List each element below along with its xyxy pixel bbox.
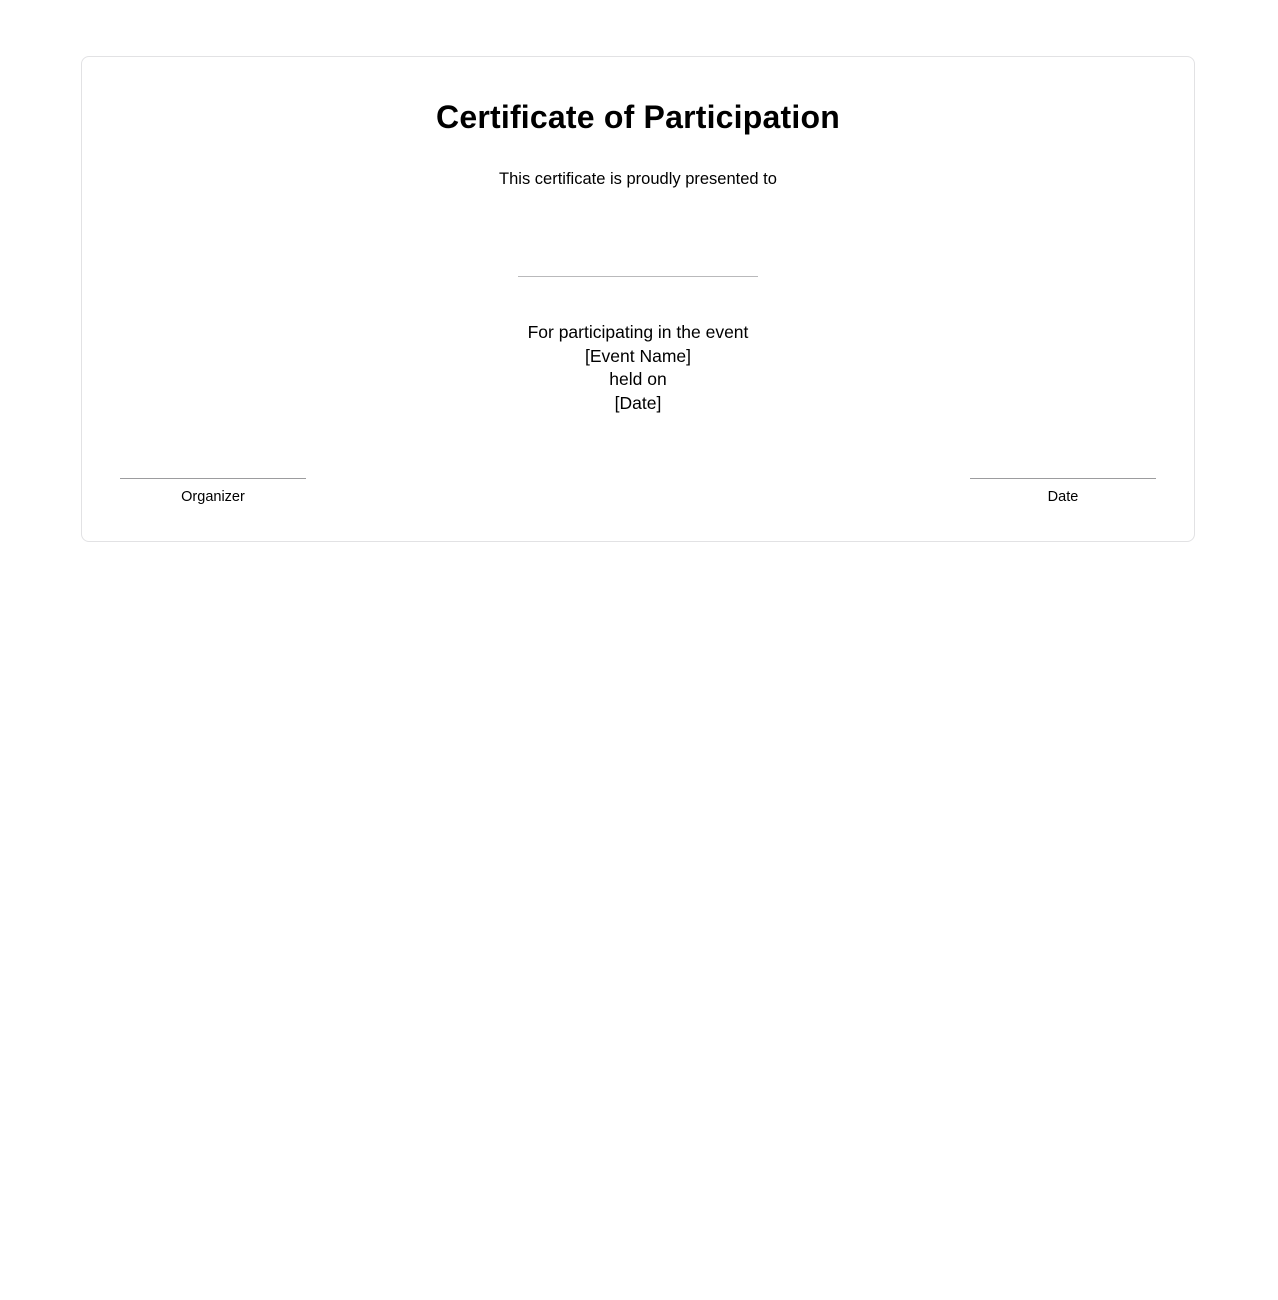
certificate-content — [82, 57, 1194, 541]
certificate-subtitle: This certificate is proudly presented to — [499, 170, 777, 188]
signature-label-organizer: Organizer — [181, 489, 245, 505]
page-title: Certificate of Participation — [436, 99, 840, 135]
signature-block-date — [970, 478, 1156, 505]
certificate-card — [81, 56, 1195, 542]
recipient-name-value — [82, 243, 1194, 263]
signature-label-date: Date — [1047, 489, 1079, 505]
signature-block-organizer — [120, 478, 306, 505]
body-line-event-name: [Event Name] — [584, 345, 692, 366]
recipient-name-rule — [518, 276, 758, 277]
certificate-body — [82, 321, 1194, 415]
body-line-held-on: held on — [609, 369, 667, 389]
body-line-event-intro: For participating in the event — [527, 322, 749, 342]
signature-rule-organizer — [120, 478, 306, 479]
body-line-date: [Date] — [614, 392, 662, 413]
signature-rule-date — [970, 478, 1156, 479]
